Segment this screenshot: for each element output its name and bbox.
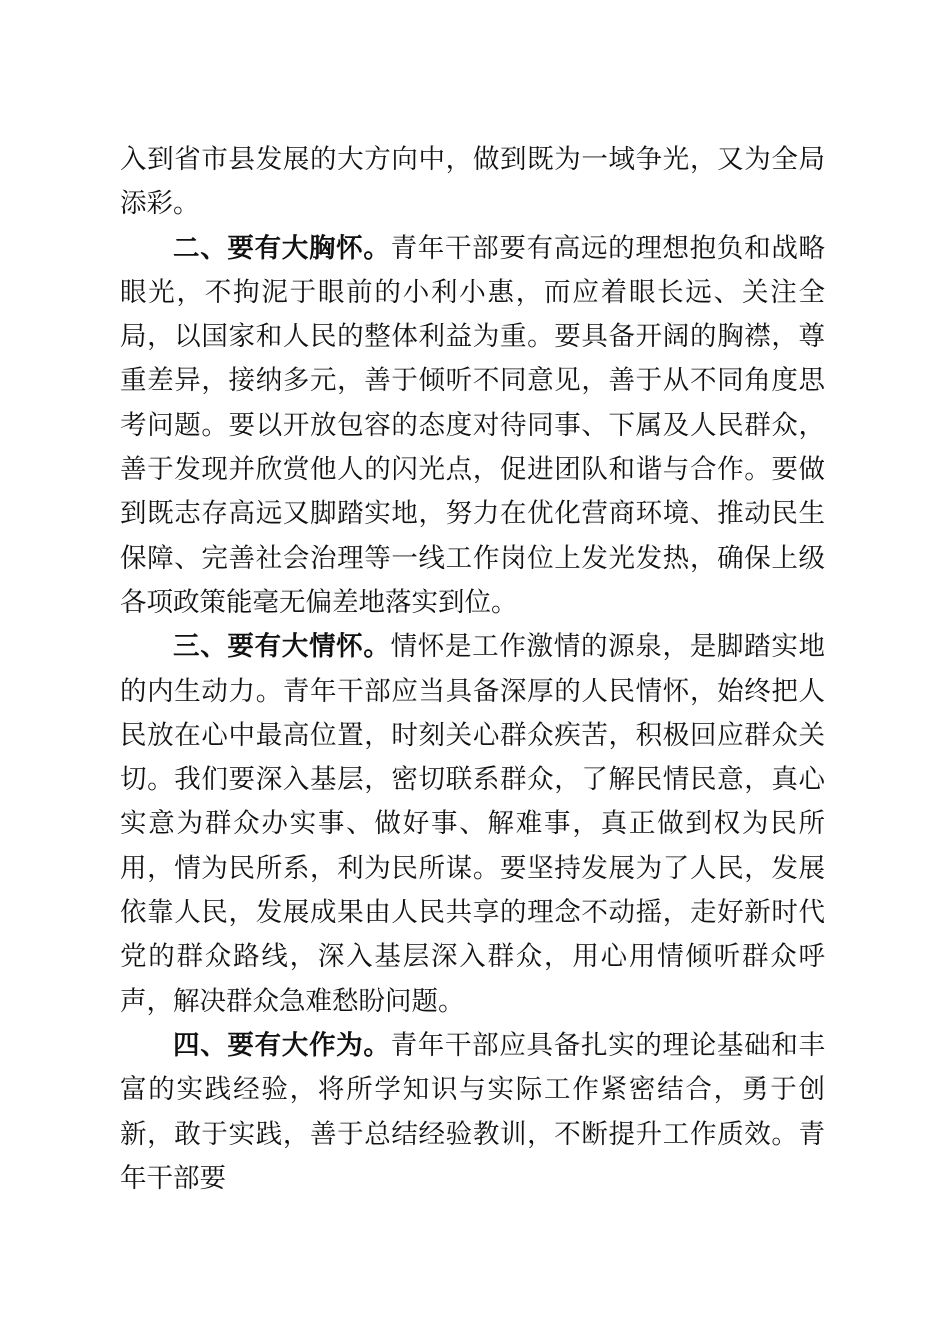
paragraph-continuation — [120, 138, 825, 227]
paragraph-body: 情怀是工作激情的源泉，是脚踏实地的内生动力。青年干部应当具备深厚的人民情怀，始终把人民放在心中最高位置，时刻关心群众疾苦，积极回应群众关切。我们要深入基层，密切联系群众，了解民情民意，真心实意为群众办实事、做好事、解难事，真正做到权为民所用，情为民所系，利为民所谋。要坚持发展为了人民，发展依靠人民，发展成果由人民共享的理念不动摇，走好新时代党的群众路线，深入基层深入群众，用心用情倾听群众呼声，解决群众急难愁盼问题。 — [120, 631, 826, 1017]
paragraph-section-three — [120, 625, 825, 1024]
paragraph-body: 青年干部应具备扎实的理论基础和丰富的实践经验，将所学知识与实际工作紧密结合，勇于创新，敢于实践，善于总结经验教训，不断提升工作质效。青年干部要 — [120, 1029, 826, 1194]
paragraph-body: 青年干部要有高远的理想抱负和战略眼光，不拘泥于眼前的小利小惠，而应着眼长远、关注全局，以国家和人民的整体利益为重。要具备开阔的胸襟，尊重差异，接纳多元，善于倾听不同意见，善于从不同角度思考问题。要以开放包容的态度对待同事、下属及人民群众，善于发现并欣赏他人的闪光点，促进团队和谐与合作。要做到既志存高远又脚踏实地，努力在优化营商环境、推动民生保障、完善社会治理等一线工作岗位上发光发热，确保上级各项政策能毫无偏差地落实到位。 — [120, 232, 826, 618]
paragraph-section-two — [120, 227, 825, 626]
section-heading: 三、要有大情怀。 — [173, 631, 391, 663]
paragraph-body: 入到省市县发展的大方向中，做到既为一域争光，又为全局添彩。 — [120, 144, 825, 220]
section-heading: 四、要有大作为。 — [173, 1029, 391, 1061]
section-heading: 二、要有大胸怀。 — [173, 232, 391, 264]
paragraph-section-four — [120, 1024, 825, 1201]
document-page — [120, 138, 825, 1201]
